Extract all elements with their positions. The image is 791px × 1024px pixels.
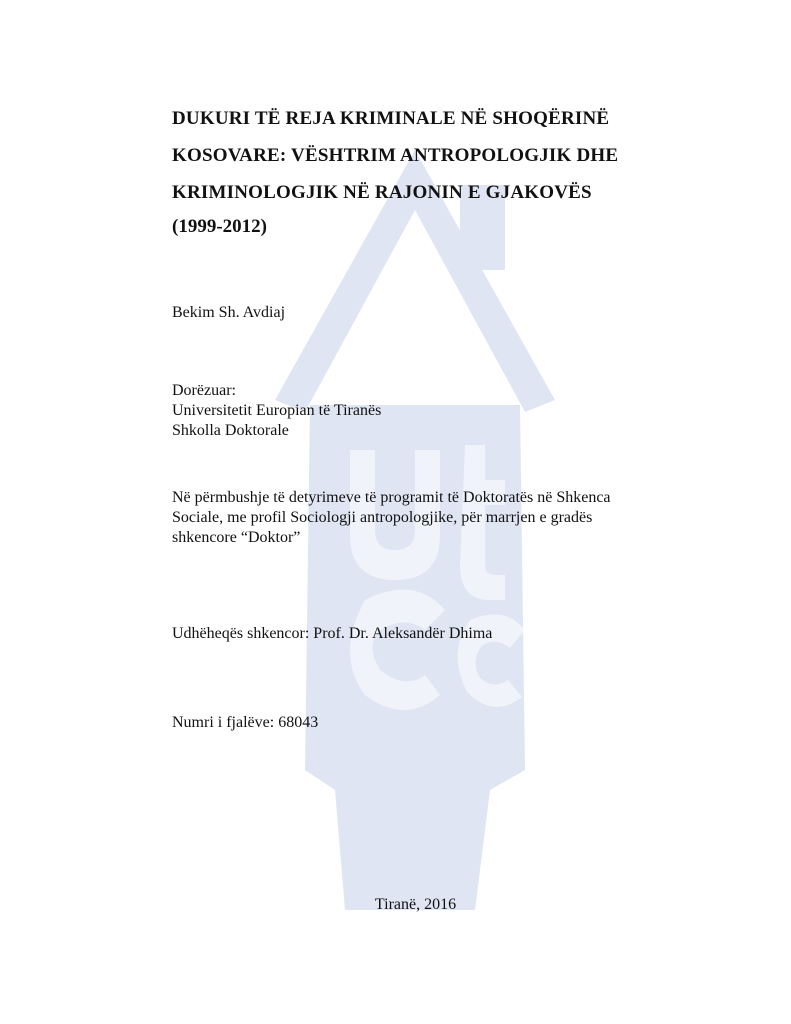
university-name: Universitetit Europian të Tiranës	[172, 402, 382, 419]
submission-block	[172, 381, 381, 441]
title-line-2: KOSOVARE: VËSHTRIM ANTROPOLOGJIK DHE	[172, 145, 619, 166]
title-line-3: KRIMINOLOGJIK NË RAJONIN E GJAKOVËS	[172, 182, 592, 203]
thesis-years: (1999-2012)	[172, 216, 267, 237]
school-name: Shkolla Doktorale	[172, 422, 289, 439]
purpose-statement	[172, 488, 612, 548]
advisor-line: Udhëheqës shkencor: Prof. Dr. Aleksandër Dhima	[172, 625, 493, 642]
title-line-1: DUKURI TË REJA KRIMINALE NË SHOQËRINË	[172, 108, 610, 129]
submitted-label: Dorëzuar:	[172, 382, 236, 399]
place-and-date: Tiranë, 2016	[374, 896, 457, 913]
purpose-line-2: Sociale, me profil Sociologji antropologjike, për marrjen e gradës	[172, 509, 593, 526]
word-count: Numri i fjalëve: 68043	[172, 714, 319, 731]
author-name: Bekim Sh. Avdiaj	[172, 304, 286, 321]
thesis-title	[172, 100, 692, 211]
purpose-line-1: Në përmbushje të detyrimeve të programit të Doktoratës në Shkenca	[172, 489, 611, 506]
purpose-line-3: shkencore “Doktor”	[172, 529, 301, 546]
